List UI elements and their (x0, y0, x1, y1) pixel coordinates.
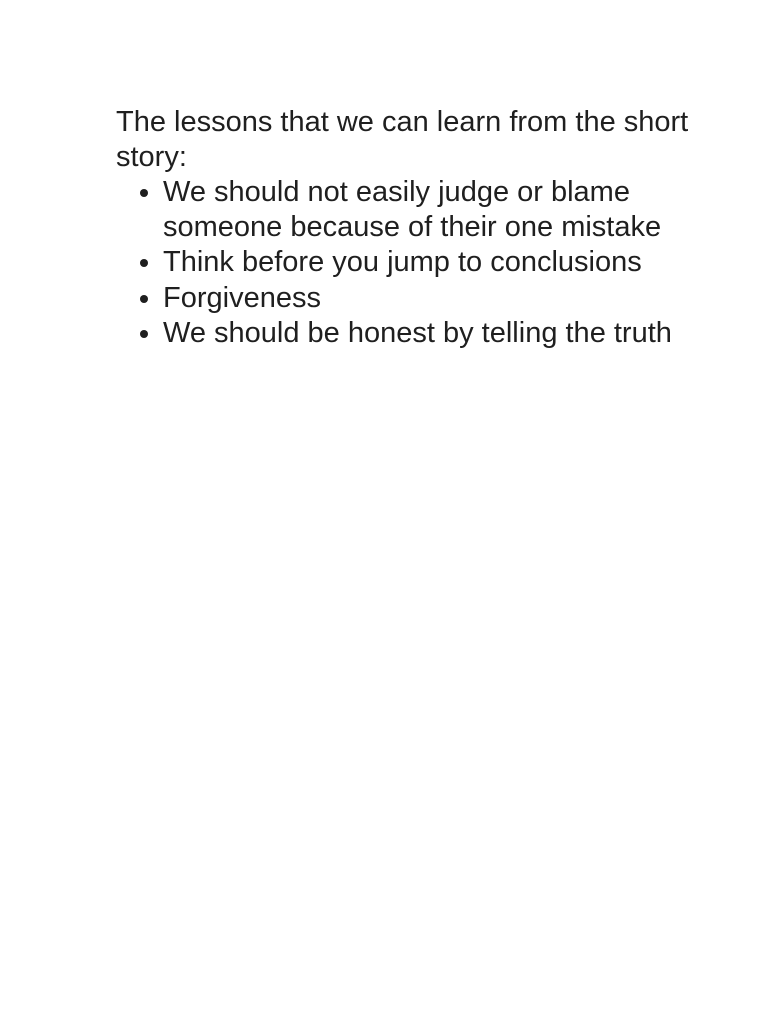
bullet-icon (140, 189, 148, 197)
lesson-item (116, 245, 696, 280)
lesson-text: We should not easily judge or blame someone because of their one mistake (163, 176, 662, 243)
lessons-list (116, 175, 696, 351)
lesson-text: Think before you jump to conclusions (163, 246, 642, 278)
lesson-item (116, 316, 696, 351)
lesson-item (116, 281, 696, 316)
bullet-icon (140, 295, 148, 303)
lesson-item (116, 175, 696, 244)
bullet-icon (140, 330, 148, 338)
document-body (116, 105, 696, 351)
intro-text: The lessons that we can learn from the short story: (116, 106, 689, 173)
lesson-text: Forgiveness (163, 281, 321, 314)
lesson-text: We should be honest by telling the truth (163, 317, 672, 349)
bullet-icon (140, 259, 148, 267)
